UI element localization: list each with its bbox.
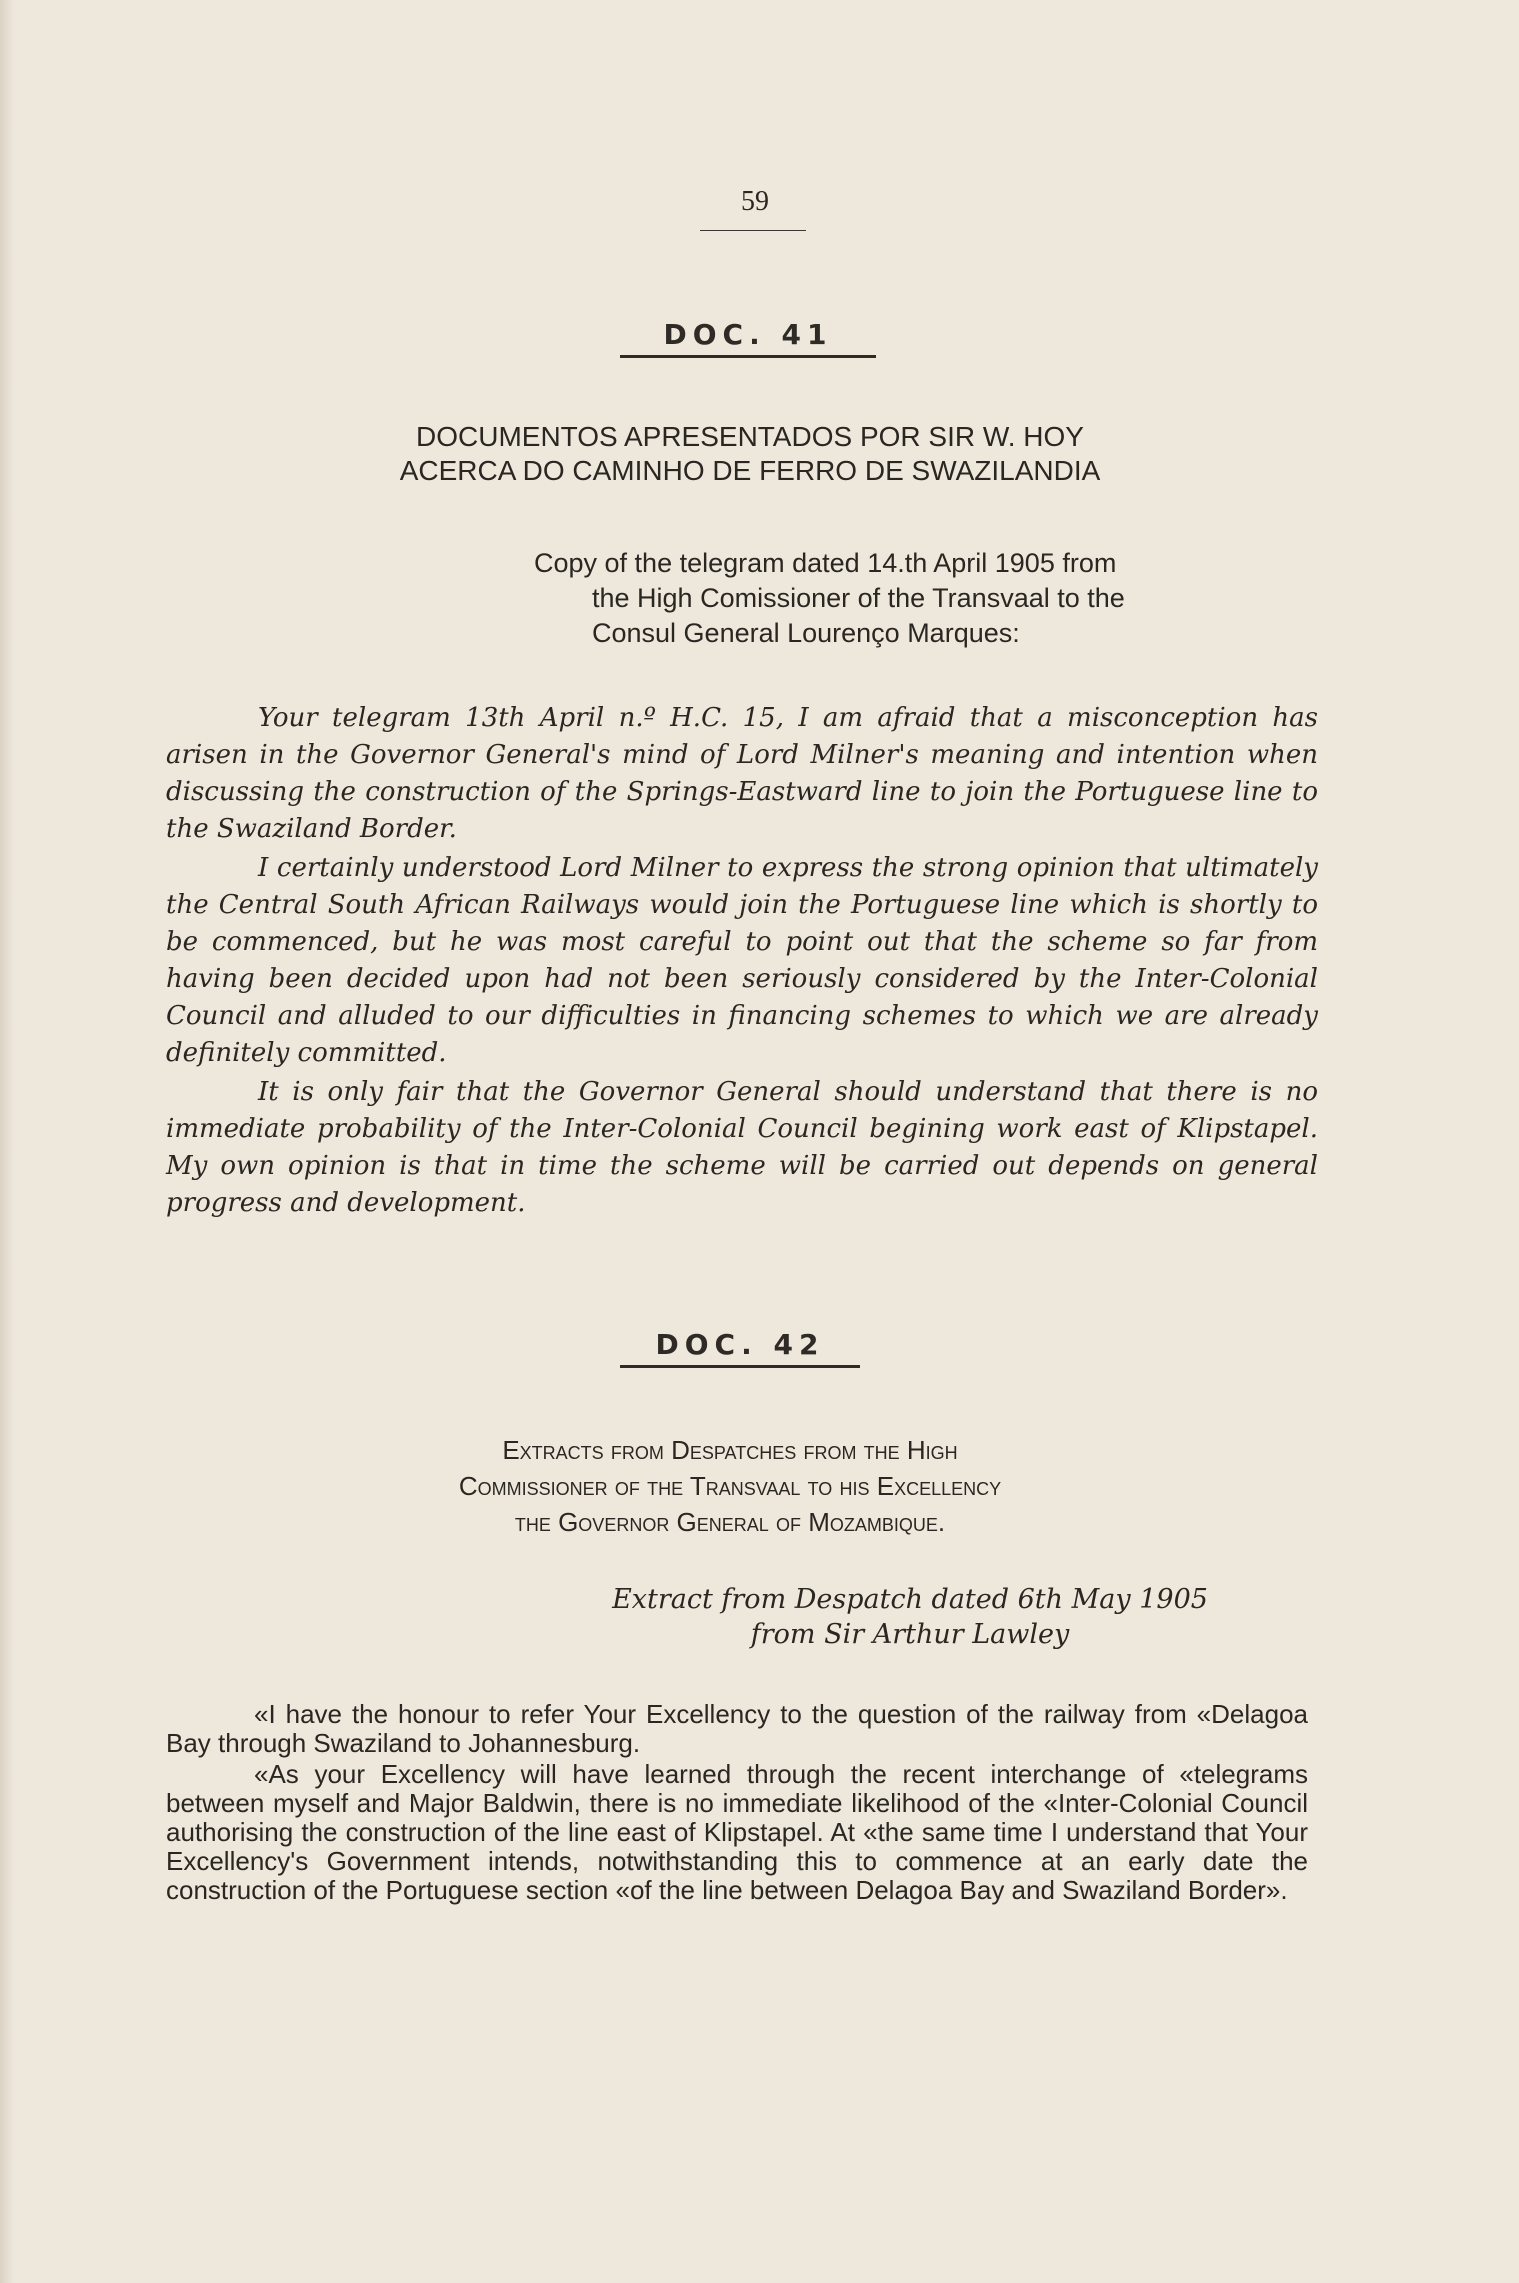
- doc41-telegram-body: [166, 700, 1318, 1224]
- doc42-heading: [620, 1328, 860, 1368]
- doc41-paragraph-2: I certainly understood Lord Milner to express the strong opinion that ultimately the Central South African Railways would join the Portuguese line which is shortly to be commenced, but he was most careful to point out that the scheme so far from having been decided upon had not been seriously considered by the Inter-Colonial Council and alluded to our difficulties in financing schemes to which we are already definitely committed.: [166, 853, 1318, 1068]
- doc42-title-line1: Extracts from Despatches from the High: [502, 1435, 958, 1465]
- doc41-title: [250, 420, 1250, 488]
- doc41-heading-underline: [620, 355, 876, 358]
- doc41-caption-line2: the High Comissioner of the Transvaal to the: [592, 583, 1125, 613]
- doc42-extract-line2: from Sir Arthur Lawley: [750, 1619, 1070, 1650]
- doc42-heading-text: DOC. 42: [655, 1328, 825, 1361]
- doc41-title-line2: ACERCA DO CAMINHO DE FERRO DE SWAZILANDIA: [399, 455, 1101, 486]
- doc41-caption: [534, 546, 1254, 651]
- doc42-title: [300, 1432, 1160, 1540]
- page-number: 59: [741, 186, 769, 217]
- doc41-paragraph-1: Your telegram 13th April n.º H.C. 15, I am afraid that a misconception has arisen in the Governor General's mind of Lord Milner's meaning and intention when discussing the construction of the Springs-Eastward line to join the Portuguese line to the Swaziland Border.: [166, 703, 1318, 844]
- page-spine-shadow: [0, 0, 14, 2283]
- doc41-caption-line1: Copy of the telegram dated 14.th April 1905 from: [534, 548, 1117, 578]
- doc41-heading: [620, 318, 876, 358]
- doc41-caption-line3: Consul General Lourenço Marques:: [592, 618, 1020, 648]
- doc42-extract-line1: Extract from Despatch dated 6th May 1905: [612, 1584, 1208, 1615]
- doc41-title-line1: DOCUMENTOS APRESENTADOS POR SIR W. HOY: [416, 421, 1084, 452]
- doc42-title-line3: the Governor General of Mozambique.: [514, 1507, 946, 1537]
- doc42-despatch-body: [166, 1700, 1308, 1907]
- doc42-heading-underline: [620, 1365, 860, 1368]
- doc42-paragraph-2: «As your Excellency will have learned through the recent interchange of «telegrams between myself and Major Baldwin, there is no immediate likelihood of the «Inter-Colonial Council authorising the construction of the line east of Klipstapel. At «the same time I understand that Your Excellency's Government intends, notwithstanding this to commence at an early date the construction of the Portuguese section «of the line between Delagoa Bay and Swaziland Border».: [166, 1759, 1308, 1905]
- doc42-paragraph-1: «I have the honour to refer Your Excellency to the question of the railway from «Delagoa Bay through Swaziland to Johannesburg.: [166, 1699, 1308, 1758]
- page-number-rule: [700, 230, 806, 231]
- doc42-extract-caption: [560, 1582, 1260, 1652]
- doc42-title-line2: Commissioner of the Transvaal to his Excellency: [458, 1471, 1002, 1501]
- doc41-heading-text: DOC. 41: [663, 318, 833, 351]
- doc41-paragraph-3: It is only fair that the Governor General should understand that there is no immediate probability of the Inter-Colonial Council begining work east of Klipstapel. My own opinion is that in time the scheme will be carried out depends on general progress and development.: [166, 1077, 1318, 1218]
